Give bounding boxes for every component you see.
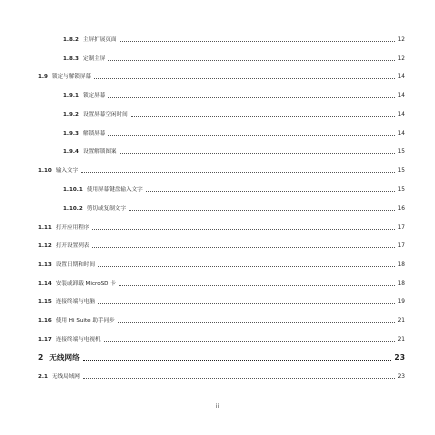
toc-entry-1-16[interactable] — [38, 317, 405, 325]
page-number: 12 — [397, 56, 405, 62]
dot-leader — [81, 171, 394, 173]
page-number: 18 — [397, 262, 405, 268]
section-title: 无线局域网 — [51, 374, 80, 380]
section-number: 1.14 — [38, 281, 52, 287]
page-number: 15 — [397, 149, 405, 155]
section-number: 2.1 — [38, 374, 48, 380]
toc-entry-1-9-3[interactable] — [63, 130, 405, 138]
dot-leader — [94, 77, 395, 79]
page-number: 19 — [397, 299, 405, 305]
page-number: 21 — [397, 337, 405, 343]
toc-entry-1-10[interactable] — [38, 167, 405, 175]
dot-leader — [104, 340, 395, 342]
section-title: 定制主屏 — [82, 56, 106, 62]
chapter-number: 2 — [38, 353, 44, 362]
dot-leader — [131, 115, 395, 117]
page-number: 14 — [397, 93, 405, 99]
section-number: 1.12 — [38, 243, 52, 249]
toc-entry-1-9-1[interactable] — [63, 92, 405, 100]
dot-leader — [108, 96, 394, 98]
section-title: 设置屏幕空闲时间 — [82, 112, 128, 118]
section-number: 1.15 — [38, 299, 52, 305]
section-title: 主屏扩展页面 — [82, 37, 117, 43]
page-number: 14 — [397, 112, 405, 118]
dot-leader — [118, 321, 395, 323]
section-number: 1.16 — [38, 318, 52, 324]
toc-entry-1-12[interactable] — [38, 242, 405, 250]
chapter-title: 无线网络 — [49, 353, 80, 362]
toc-entry-1-9-2[interactable] — [63, 111, 405, 119]
page-number: 18 — [397, 281, 405, 287]
toc-entry-1-14[interactable] — [38, 280, 405, 288]
section-number: 1.17 — [38, 337, 52, 343]
toc-entry-1-13[interactable] — [38, 261, 405, 269]
dot-leader — [120, 152, 395, 154]
section-number: 1.9.1 — [63, 93, 79, 99]
section-title: 剪切或复制文字 — [86, 206, 126, 212]
page-number: 15 — [397, 168, 405, 174]
section-number: 1.8.2 — [63, 37, 79, 43]
section-number: 1.9.2 — [63, 112, 79, 118]
page-number: 23 — [397, 374, 405, 380]
section-title: 连接终端与电脑 — [55, 299, 95, 305]
page-number: 15 — [397, 187, 405, 193]
section-number: 1.10 — [38, 168, 52, 174]
section-title: 连接终端与电视机 — [55, 337, 101, 343]
toc-entry-2-1[interactable] — [38, 373, 405, 381]
page-footer-number: ii — [215, 403, 220, 410]
toc-entry-1-10-1[interactable] — [63, 186, 405, 194]
toc-entry-1-11[interactable] — [38, 224, 405, 232]
toc-entry-1-10-2[interactable] — [63, 205, 405, 213]
toc-entry-1-8-2[interactable] — [63, 36, 405, 44]
dot-leader — [83, 377, 395, 379]
dot-leader — [108, 134, 394, 136]
section-number: 1.11 — [38, 225, 52, 231]
section-title: 锁定与解锁屏幕 — [51, 74, 92, 80]
toc-entry-1-9[interactable] — [38, 73, 405, 81]
toc-entry-1-8-3[interactable] — [63, 55, 405, 63]
toc-entry-1-9-4[interactable] — [63, 148, 405, 156]
dot-leader — [98, 302, 395, 304]
dot-leader — [120, 40, 395, 42]
toc-entry-1-17[interactable] — [38, 336, 405, 344]
section-title: 解锁屏幕 — [82, 131, 106, 137]
toc-entry-1-15[interactable] — [38, 298, 405, 306]
section-title: 设置解锁图案 — [82, 149, 117, 155]
section-number: 1.9.4 — [63, 149, 79, 155]
section-number: 1.10.2 — [63, 206, 83, 212]
section-title: 打开应用程序 — [55, 225, 90, 231]
dot-leader — [129, 209, 395, 211]
section-title: 打开设置列表 — [55, 243, 90, 249]
toc-entry-chapter-2[interactable] — [38, 353, 405, 363]
page-number: 23 — [394, 353, 405, 362]
section-title: 设置日期和时间 — [55, 262, 95, 268]
dot-leader — [92, 228, 394, 230]
page-number: 14 — [397, 131, 405, 137]
page-number: 12 — [397, 37, 405, 43]
section-title: 安装或卸载 MicroSD 卡 — [55, 281, 116, 287]
section-title: 输入文字 — [55, 168, 79, 174]
page-number: 17 — [397, 243, 405, 249]
section-number: 1.10.1 — [63, 187, 83, 193]
section-number: 1.9.3 — [63, 131, 79, 137]
dot-leader — [92, 246, 394, 248]
dot-leader — [108, 59, 394, 61]
page-number: 17 — [397, 225, 405, 231]
section-number: 1.13 — [38, 262, 52, 268]
section-title: 使用 Hi Suite 助手同步 — [55, 318, 115, 324]
page-number: 16 — [397, 206, 405, 212]
section-number: 1.8.3 — [63, 56, 79, 62]
page-number: 21 — [397, 318, 405, 324]
section-title: 使用屏幕键盘输入文字 — [86, 187, 143, 193]
dot-leader — [83, 359, 392, 361]
dot-leader — [146, 190, 395, 192]
section-title: 锁定屏幕 — [82, 93, 106, 99]
page-number: 14 — [397, 74, 405, 80]
dot-leader — [98, 265, 395, 267]
dot-leader — [119, 284, 395, 286]
section-number: 1.9 — [38, 74, 48, 80]
